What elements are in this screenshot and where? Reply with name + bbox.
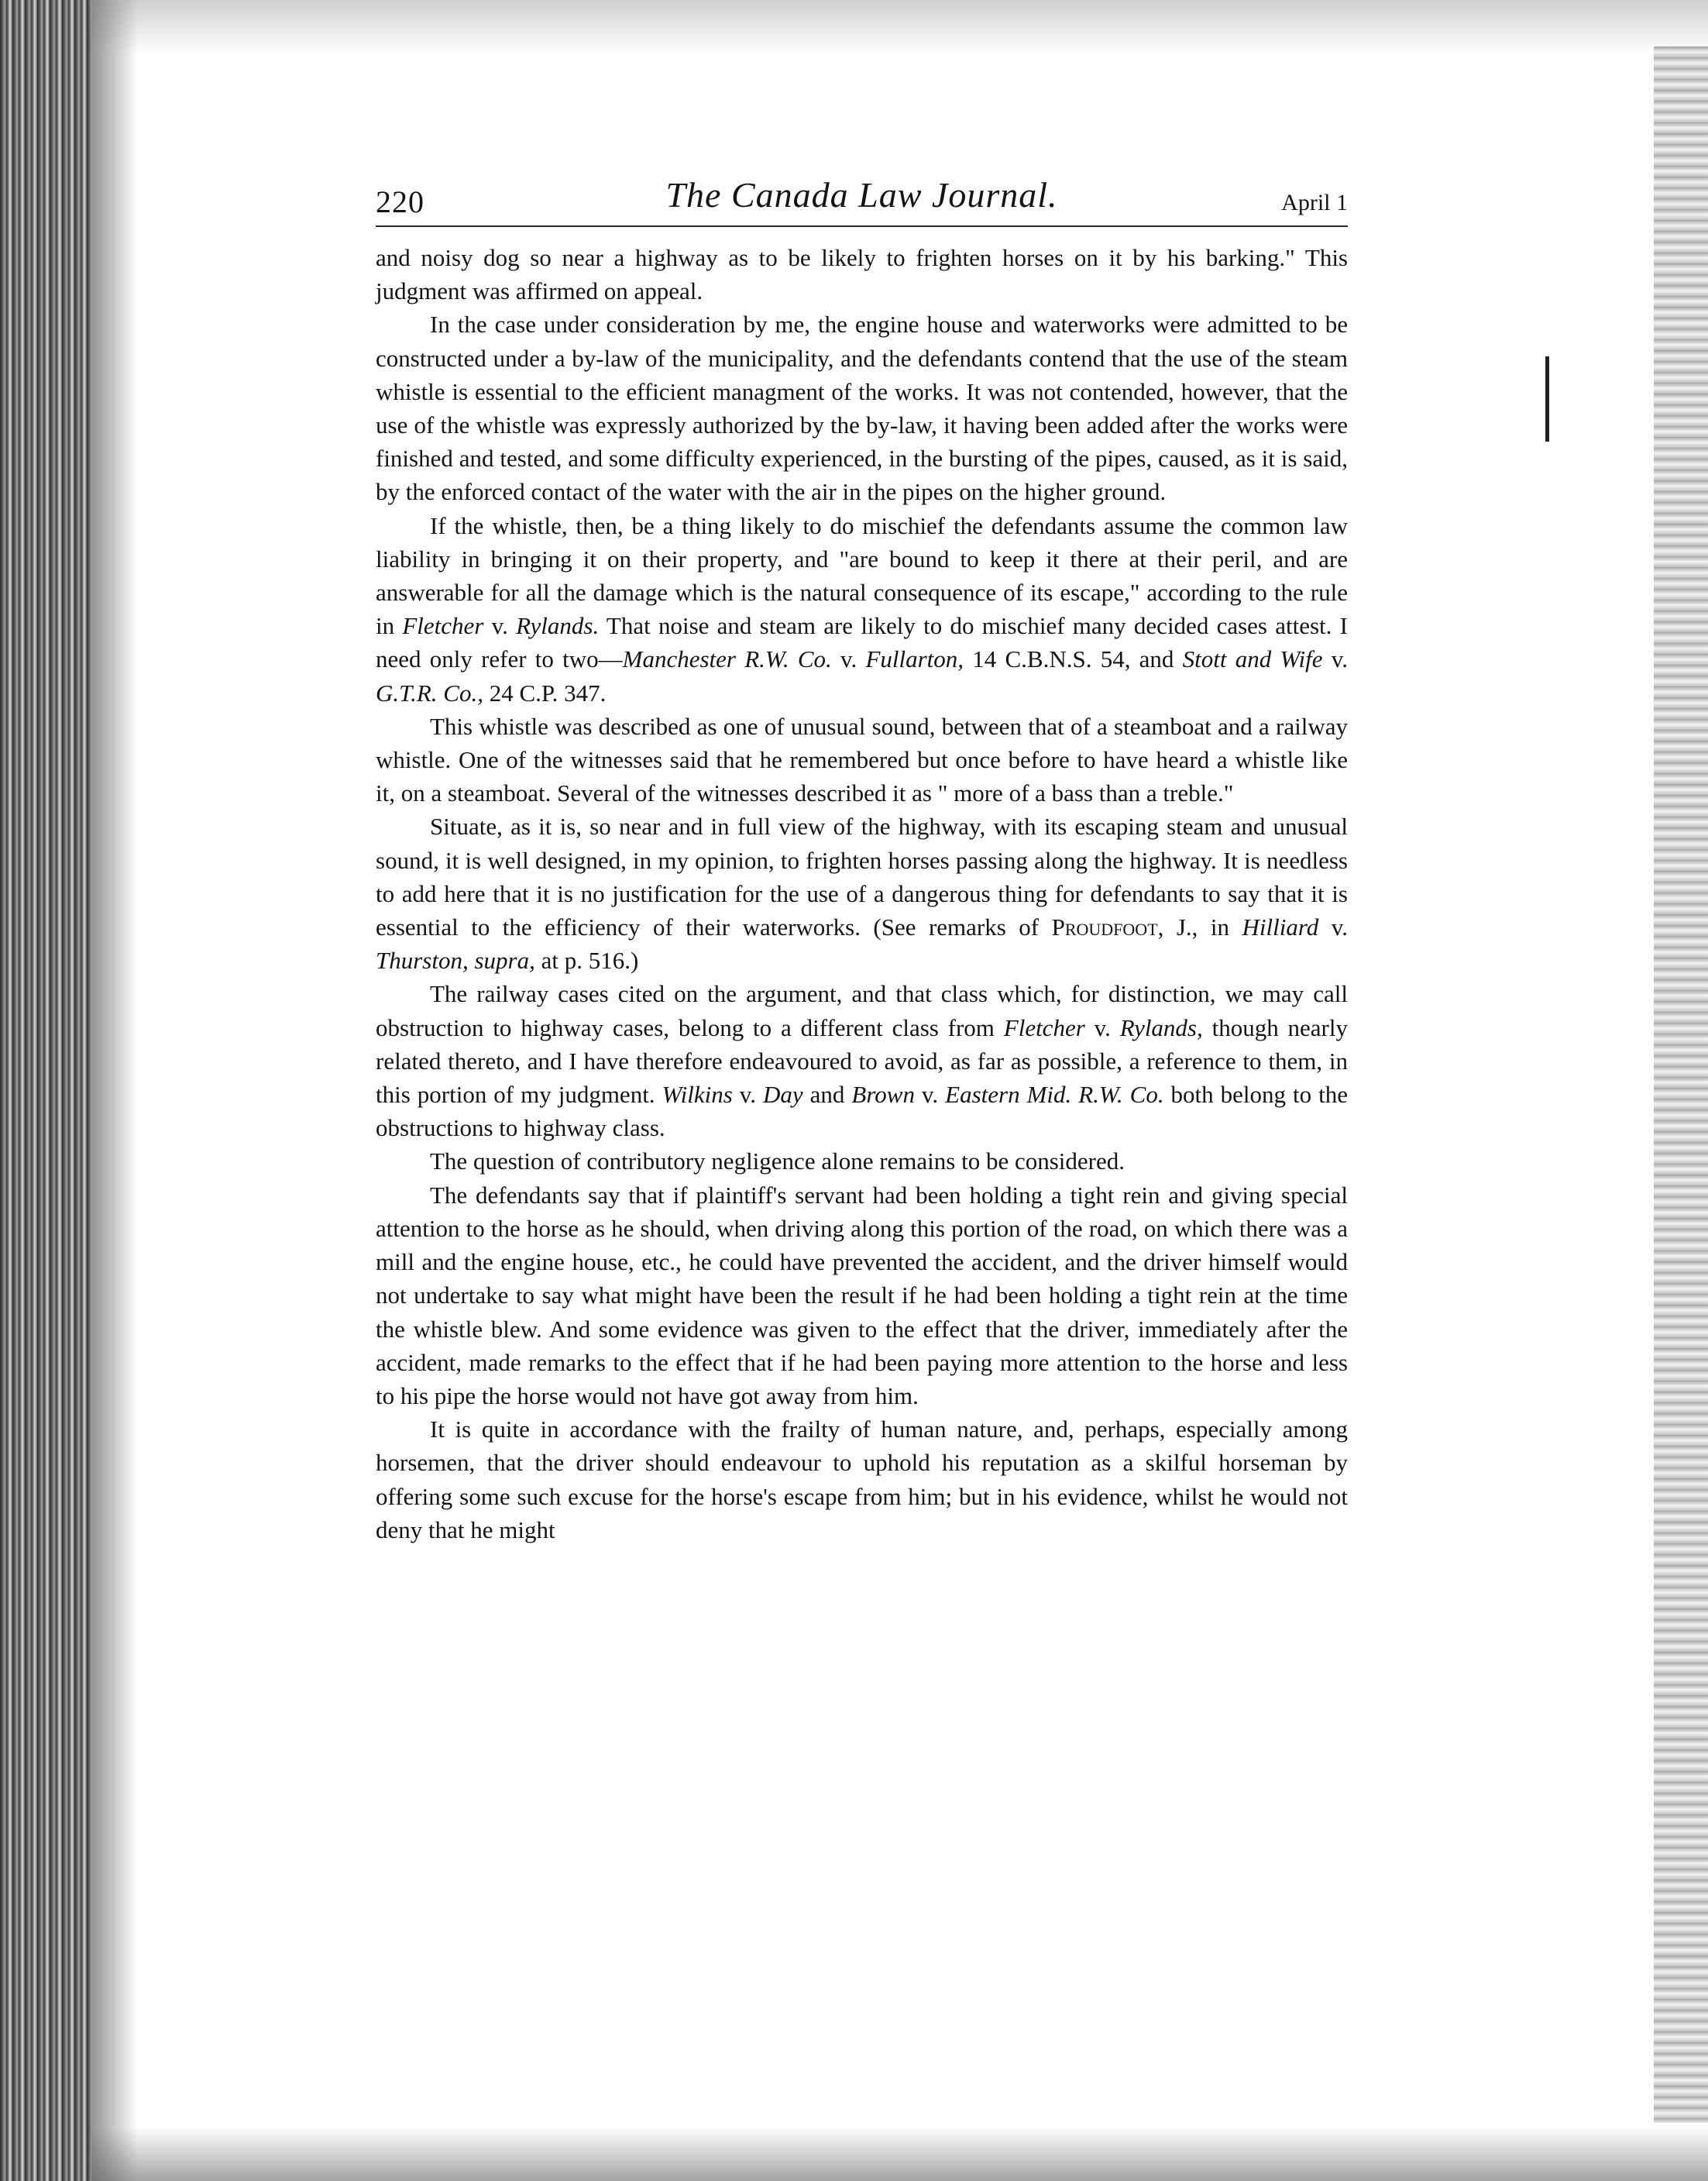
paragraph-text: It is quite in accordance with the frailty of human nature, and, perhaps, especially among horsemen, that the driver should endeavour to uphold his reputation as a skilful horseman by offering some such excuse for the horse's escape from him; but in his evidence, whilst he would not deny that he might — [376, 1416, 1348, 1543]
paragraph — [376, 308, 1348, 508]
paragraph — [376, 1144, 1348, 1178]
running-header — [376, 174, 1348, 227]
paragraph-text: though nearly related thereto, and I have therefore endeavoured to avoid, as far as possible, a reference to them, in this portion of my judgment. — [376, 1013, 1348, 1109]
paragraph — [376, 1412, 1348, 1546]
paragraph-text: v. — [732, 1081, 764, 1109]
case-name-italic: Rylands, — [1119, 1013, 1203, 1041]
paragraph — [376, 977, 1348, 1144]
case-name-italic: Rylands. — [516, 612, 600, 640]
paragraph-text: If the whistle, then, be a thing likely to do mischief the defendants assume the common law liability in bringing it on their property, and "are bound to keep it there at their peril, and are answerable for all the damage which is the natural consequence of its escape," according to the rule in — [376, 511, 1348, 640]
paragraph-text: The defendants say that if plaintiff's servant had been holding a tight rein and giving special attention to the horse as he should, when driving along this portion of the road, on which there was a mill and the engine house, etc., he could have prevented the accident, and the driver himself would not undertake to say what might have been the result if he had been holding a tight rein at the time the whistle blew. And some evidence was given to the effect that the driver, immediately after the accident, made remarks to the effect that if he had been paying more attention to the horse and less to his pipe the horse would not have got away from him. — [376, 1181, 1348, 1409]
case-name-italic: Fletcher — [1003, 1013, 1085, 1041]
case-name-italic: Day — [763, 1081, 803, 1109]
paragraph-text: v. — [1322, 645, 1349, 673]
paragraph — [376, 509, 1348, 710]
issue-date: April 1 — [1281, 190, 1348, 215]
paragraph-text: v. — [914, 1081, 946, 1109]
paragraph-text: , J., in — [1157, 913, 1242, 941]
paragraph-text: 14 C.B.N.S. 54, and — [964, 645, 1183, 673]
paragraph-text: That noise and steam are likely to do mischief many decided cases attest. I need only refer to two— — [376, 612, 1348, 673]
journal-page — [376, 174, 1348, 1546]
article-body — [376, 241, 1348, 1546]
book-binding-shadow — [0, 0, 91, 2181]
paragraph — [376, 710, 1348, 810]
paragraph — [376, 810, 1348, 977]
gutter-shadow — [91, 0, 138, 2181]
bottom-page-edge — [91, 2127, 1708, 2181]
top-page-edge — [91, 0, 1708, 54]
paragraph-text: The railway cases cited on the argument, and that class which, for distinction, we may call obstruction to highway cases, belong to a different class from — [376, 980, 1348, 1041]
paragraph-text: at p. 516.) — [534, 947, 639, 975]
case-name-italic: Fullarton, — [865, 645, 964, 673]
case-name-italic: Manchester R.W. Co. — [622, 645, 832, 673]
judge-name-small-caps: Proudfoot — [1051, 913, 1158, 941]
paragraph-text: and — [802, 1081, 852, 1109]
right-page-edge — [1654, 46, 1708, 2123]
case-name-italic: Wilkins — [662, 1081, 733, 1109]
case-name-italic: Fletcher — [402, 612, 484, 640]
case-name-italic: Hilliard — [1242, 913, 1319, 941]
paragraph-text: v. — [1084, 1013, 1120, 1041]
paragraph — [376, 1178, 1348, 1412]
paragraph-text: and noisy dog so near a highway as to be likely to frighten horses on it by his barking." This judgment was affirmed on appeal. — [376, 244, 1348, 305]
page-number: 220 — [376, 184, 424, 219]
case-name-italic: G.T.R. Co., — [376, 679, 483, 707]
scan-artifact-mark — [1545, 356, 1549, 442]
paragraph-text: This whistle was described as one of unusual sound, between that of a steamboat and a railway whistle. One of the witnesses said that he remembered but once before to have heard a whistle like it, on a steamboat. Several of the witnesses described it as " more of a bass than a treble." — [376, 712, 1348, 807]
paragraph-text: v. — [831, 645, 866, 673]
paragraph-text: 24 C.P. 347. — [483, 679, 607, 707]
paragraph-text: v. — [1318, 913, 1348, 941]
paragraph-text: Situate, as it is, so near and in full view of the highway, with its escaping steam and unusual sound, it is well designed, in my opinion, to frighten horses passing along the highway. It is needless to add here that it is no justification for the use of a dangerous thing for defendants to say that it is essential to the efficiency of their waterworks. (See remarks of — [376, 813, 1348, 941]
case-name-italic: Eastern Mid. R.W. Co. — [945, 1081, 1164, 1109]
case-name-italic: Thurston, supra, — [376, 947, 535, 975]
paragraph-text: v. — [483, 612, 517, 640]
journal-title: The Canada Law Journal. — [665, 175, 1058, 215]
paragraph-text: both belong to the obstructions to highway class. — [376, 1081, 1348, 1142]
paragraph-text: The question of contributory negligence alone remains to be considered. — [430, 1147, 1125, 1175]
paragraph — [376, 241, 1348, 308]
case-name-italic: Stott and Wife — [1182, 645, 1323, 673]
case-name-italic: Brown — [851, 1081, 915, 1109]
paragraph-text: In the case under consideration by me, the engine house and waterworks were admitted to be constructed under a by-law of the municipality, and the defendants contend that the use of the steam whistle is essential to the efficient managment of the works. It was not contended, however, that the use of the whistle was expressly authorized by the by-law, it having been added after the works were finished and tested, and some difficulty experienced, in the bursting of the pipes, caused, as it is said, by the enforced contact of the water with the air in the pipes on the higher ground. — [376, 311, 1348, 506]
